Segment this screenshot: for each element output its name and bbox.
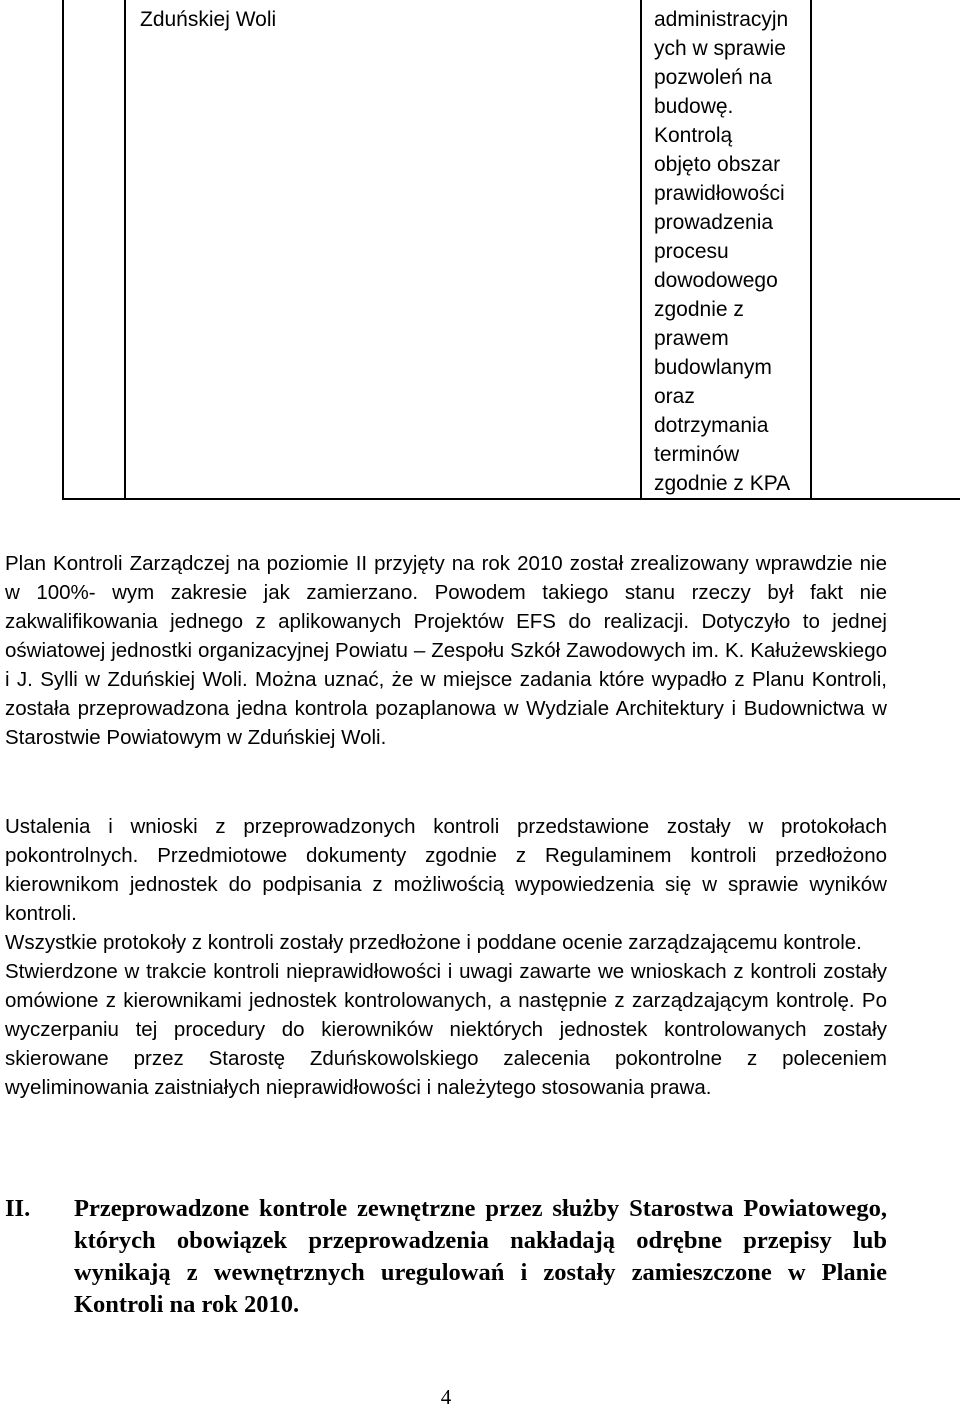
scope-line: dowodowego [654, 269, 778, 292]
paragraph-protocols-review: Wszystkie protokoły z kontroli zostały przedłożone i poddane ocenie zarządzającemu kontrole. [5, 931, 862, 954]
scope-line: prawem [654, 327, 729, 350]
table-cell-number [63, 0, 125, 499]
unit-name: Zduńskiej Woli [140, 8, 277, 31]
scope-line: objęto obszar [654, 153, 781, 176]
scope-line: dotrzymania [654, 414, 769, 437]
table-cell-scope [641, 0, 811, 499]
paragraphs-findings [5, 812, 887, 1102]
scope-line: zgodnie z KPA [654, 472, 791, 495]
scope-line: prawidłowości [654, 182, 785, 205]
scope-line: prowadzenia [654, 211, 774, 234]
scope-line: terminów [654, 443, 740, 466]
scope-line: oraz [654, 385, 695, 408]
table-cell-unit [125, 0, 641, 499]
paragraph-irregularities: Stwierdzone w trakcie kontroli nieprawidłowości i uwagi zawarte we wnioskach z kontroli zostały omówione z kierownikami jednostek kontrolowanych, a następnie z zarządzającym kontrolę. Po wyczerpaniu tej procedury do kierowników niektórych jednostek kontrolowanych zostały skierowane przez Starostę Zduńskowolskiego zalecenia pokontrolne z poleceniem wyeliminowania zaistniałych nieprawidłowości i należytego stosowania prawa. [5, 960, 887, 1099]
control-plan-table-fragment [62, 0, 960, 500]
scope-line: procesu [654, 240, 729, 263]
section-heading [5, 1193, 887, 1321]
scope-line: administracyjn [654, 8, 789, 31]
scope-line: budowlanym [654, 356, 772, 379]
section-title: Przeprowadzone kontrole zewnętrzne przez służby Starostwa Powiatowego, których obowiązek przeprowadzenia nakładają odrębne przepisy lub wynikają z wewnętrznych uregulowań i zostały zamieszczone w Planie Kontroli na rok 2010. [74, 1195, 887, 1318]
scope-line: ych w sprawie [654, 37, 786, 60]
page-number: 4 [440, 1385, 452, 1409]
table-cell-notes [811, 0, 960, 499]
scope-line: budowę. [654, 95, 734, 118]
table-row [63, 0, 960, 499]
paragraph-findings-protocols: Ustalenia i wnioski z przeprowadzonych kontroli przedstawione zostały w protokołach pokontrolnych. Przedmiotowe dokumenty zgodnie z Regulaminem kontroli przedłożono kierownikom jednostek do podpisania z możliwością wypowiedzenia się w sprawie wyników kontroli. [5, 815, 887, 925]
section-number: II. [5, 1195, 31, 1222]
scope-line: zgodnie z [654, 298, 744, 321]
scope-line: Kontrolą [654, 124, 733, 147]
paragraph-plan-realization: Plan Kontroli Zarządczej na poziomie II przyjęty na rok 2010 został zrealizowany wprawdzie nie w 100%- wym zakresie jak zamierzano. Powodem takiego stanu rzeczy był fakt nie zakwalifikowania jednego z aplikowanych Projektów EFS do realizacji. Dotyczyło to jednej oświatowej jednostki organizacyjnej Powiatu – Zespołu Szkół Zawodowych im. K. Kałużewskiego i J. Sylli w Zduńskiej Woli. Można uznać, że w miejsce zadania które wypadło z Planu Kontroli, została przeprowadzona jedna kontrola pozaplanowa w Wydziale Architektury i Budownictwa w Starostwie Powiatowym w Zduńskiej Woli. [5, 552, 887, 749]
scope-line: pozwoleń na [654, 66, 772, 89]
